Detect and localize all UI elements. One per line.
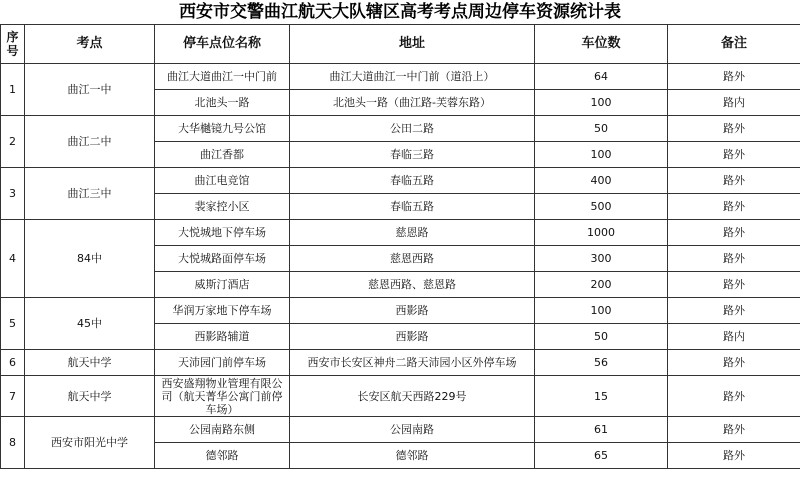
row-number: 5 — [1, 298, 25, 350]
parking-name: 曲江香都 — [155, 142, 290, 168]
parking-note: 路外 — [668, 443, 800, 469]
parking-note: 路外 — [668, 194, 800, 220]
parking-address: 西安市长安区神舟二路天沛园小区外停车场 — [290, 350, 535, 376]
exam-site: 航天中学 — [25, 350, 155, 376]
parking-name: 华润万家地下停车场 — [155, 298, 290, 324]
parking-address: 慈恩西路 — [290, 246, 535, 272]
parking-note: 路内 — [668, 324, 800, 350]
parking-table — [0, 24, 800, 469]
parking-spaces: 400 — [535, 168, 668, 194]
parking-name: 大悦城路面停车场 — [155, 246, 290, 272]
exam-site: 曲江二中 — [25, 116, 155, 168]
row-number: 1 — [1, 64, 25, 116]
exam-site: 西安市阳光中学 — [25, 417, 155, 469]
parking-address: 北池头一路（曲江路-芙蓉东路） — [290, 90, 535, 116]
parking-name: 北池头一路 — [155, 90, 290, 116]
header-spaces: 车位数 — [535, 25, 668, 64]
header-note: 备注 — [668, 25, 800, 64]
parking-note: 路外 — [668, 272, 800, 298]
parking-name: 大悦城地下停车场 — [155, 220, 290, 246]
header-name: 停车点位名称 — [155, 25, 290, 64]
table-row — [1, 220, 800, 246]
row-number: 6 — [1, 350, 25, 376]
parking-note: 路内 — [668, 90, 800, 116]
parking-name: 西安盛翔物业管理有限公司（航天菁华公寓门前停车场） — [155, 376, 290, 417]
parking-note: 路外 — [668, 220, 800, 246]
table-row — [1, 417, 800, 443]
row-number: 7 — [1, 376, 25, 417]
parking-name: 威斯汀酒店 — [155, 272, 290, 298]
parking-spaces: 15 — [535, 376, 668, 417]
exam-site: 航天中学 — [25, 376, 155, 417]
parking-address: 春临五路 — [290, 168, 535, 194]
parking-note: 路外 — [668, 417, 800, 443]
header-no: 序号 — [1, 25, 25, 64]
parking-name: 大华樾镜九号公馆 — [155, 116, 290, 142]
parking-name: 曲江大道曲江一中门前 — [155, 64, 290, 90]
table-row — [1, 116, 800, 142]
parking-address: 长安区航天西路229号 — [290, 376, 535, 417]
row-number: 8 — [1, 417, 25, 469]
parking-spaces: 65 — [535, 443, 668, 469]
parking-note: 路外 — [668, 376, 800, 417]
parking-note: 路外 — [668, 246, 800, 272]
parking-spaces: 100 — [535, 142, 668, 168]
parking-spaces: 500 — [535, 194, 668, 220]
parking-address: 慈恩西路、慈恩路 — [290, 272, 535, 298]
exam-site: 84中 — [25, 220, 155, 298]
exam-site: 曲江一中 — [25, 64, 155, 116]
table-row — [1, 376, 800, 417]
parking-note: 路外 — [668, 350, 800, 376]
parking-name: 曲江电竞馆 — [155, 168, 290, 194]
parking-name: 德邻路 — [155, 443, 290, 469]
parking-name: 裴家控小区 — [155, 194, 290, 220]
parking-note: 路外 — [668, 116, 800, 142]
parking-address: 德邻路 — [290, 443, 535, 469]
parking-spaces: 1000 — [535, 220, 668, 246]
parking-note: 路外 — [668, 168, 800, 194]
exam-site: 45中 — [25, 298, 155, 350]
row-number: 2 — [1, 116, 25, 168]
header-site: 考点 — [25, 25, 155, 64]
exam-site: 曲江三中 — [25, 168, 155, 220]
table-body — [1, 64, 800, 469]
parking-note: 路外 — [668, 298, 800, 324]
parking-spaces: 200 — [535, 272, 668, 298]
parking-address: 公田二路 — [290, 116, 535, 142]
header-address: 地址 — [290, 25, 535, 64]
parking-spaces: 100 — [535, 90, 668, 116]
parking-spaces: 100 — [535, 298, 668, 324]
header-row — [1, 25, 800, 64]
row-number: 4 — [1, 220, 25, 298]
parking-name: 天沛园门前停车场 — [155, 350, 290, 376]
parking-address: 公园南路 — [290, 417, 535, 443]
table-row — [1, 350, 800, 376]
parking-spaces: 300 — [535, 246, 668, 272]
parking-spaces: 64 — [535, 64, 668, 90]
parking-note: 路外 — [668, 64, 800, 90]
parking-address: 春临五路 — [290, 194, 535, 220]
parking-name: 西影路辅道 — [155, 324, 290, 350]
table-row — [1, 168, 800, 194]
parking-address: 慈恩路 — [290, 220, 535, 246]
parking-spaces: 56 — [535, 350, 668, 376]
parking-note: 路外 — [668, 142, 800, 168]
parking-address: 西影路 — [290, 324, 535, 350]
parking-spaces: 50 — [535, 116, 668, 142]
parking-spaces: 61 — [535, 417, 668, 443]
parking-address: 曲江大道曲江一中门前（道沿上） — [290, 64, 535, 90]
parking-name: 公园南路东侧 — [155, 417, 290, 443]
parking-address: 西影路 — [290, 298, 535, 324]
table-row — [1, 64, 800, 90]
row-number: 3 — [1, 168, 25, 220]
page-title: 西安市交警曲江航天大队辖区高考考点周边停车资源统计表 — [179, 2, 621, 22]
table-row — [1, 298, 800, 324]
parking-address: 春临三路 — [290, 142, 535, 168]
parking-spaces: 50 — [535, 324, 668, 350]
